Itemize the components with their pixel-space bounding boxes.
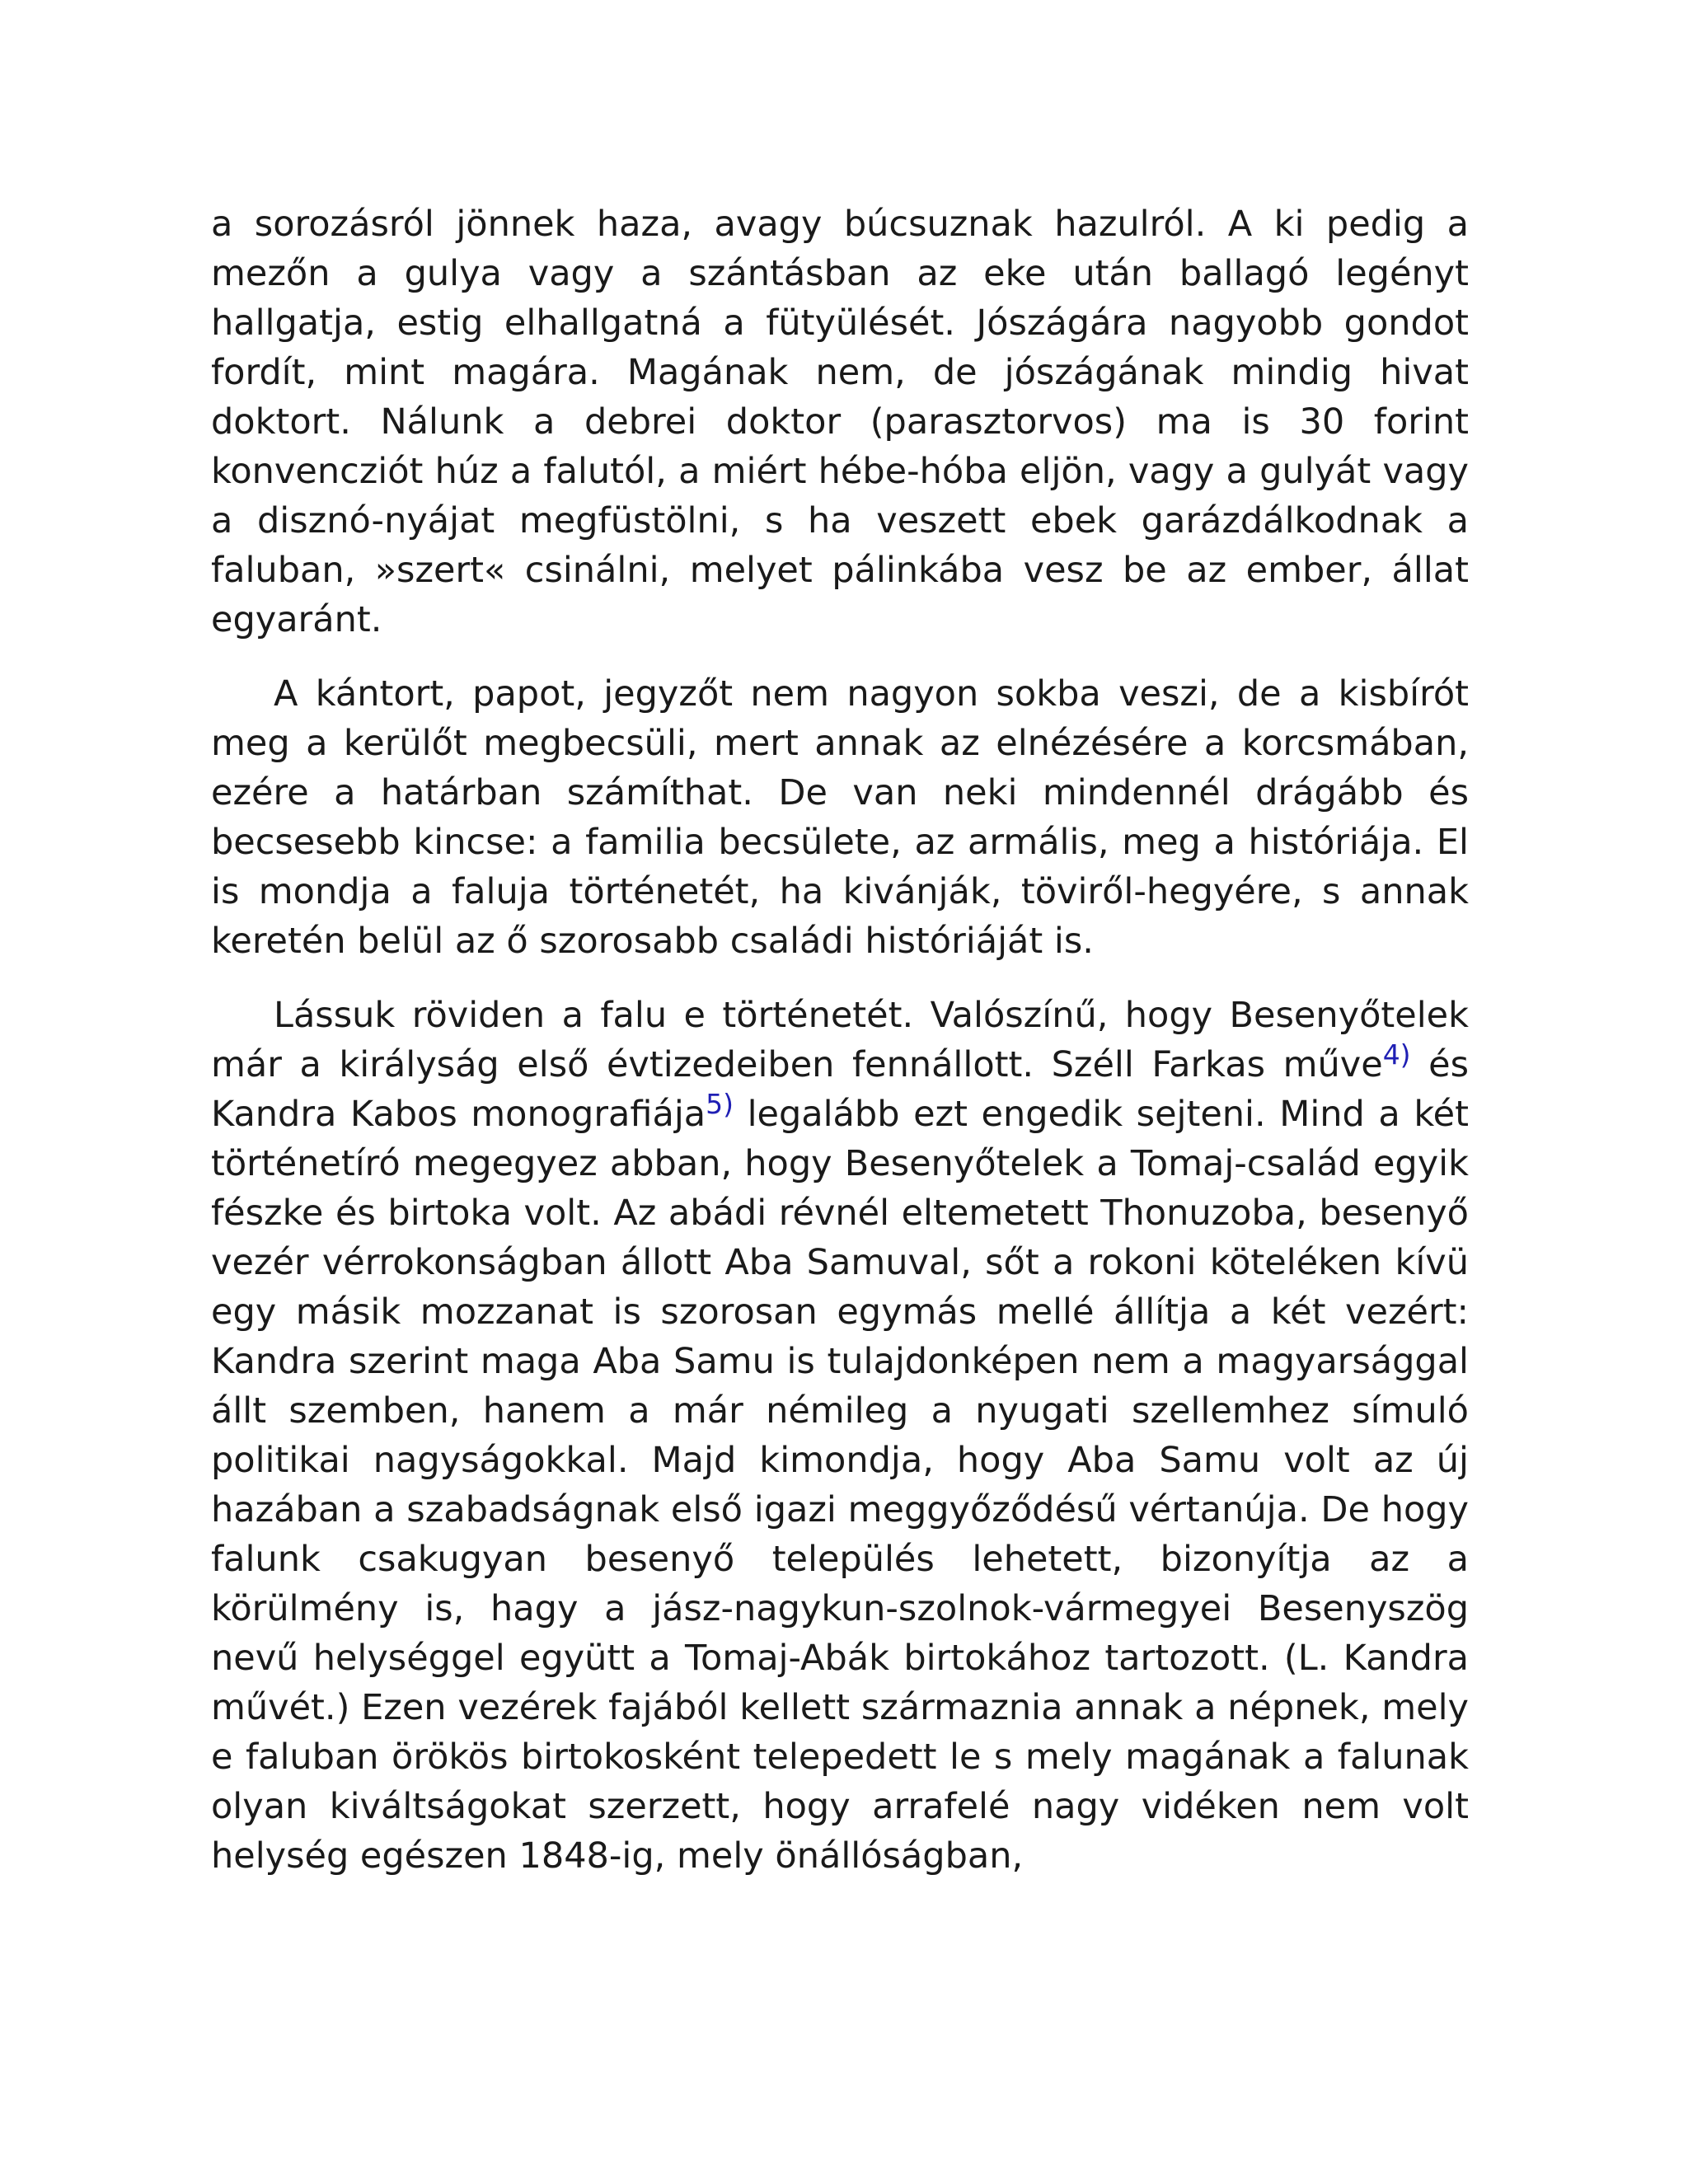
footnote-link-4[interactable]: 4) bbox=[1382, 1038, 1411, 1071]
paragraph-3-text-b: és Kandra Kabos monografiája bbox=[211, 1044, 1469, 1135]
document-page bbox=[211, 199, 1469, 1905]
paragraph-3-text-c: legalább ezt engedik sejteni. Mind a két történetíró megegyez abban, hogy Besenyőtelek a Tomaj-család egyik fészke és birtoka volt. Az abádi révnél eltemetett Thonuzoba, besenyő vezér vérrokonságban állott Aba Samuval, sőt a rokoni köteléken kívü egy másik mozzanat is szorosan egymás mellé állítja a két vezért: Kandra szerint maga Aba Samu is tulajdonképen nem a magyarsággal állt szemben, hanem a már némileg a nyugati szellemhez símuló politikai nagyságokkal. Majd kimondja, hogy Aba Samu volt az új hazában a szabadságnak első igazi meggyőződésű vértanúja. De hogy falunk csakugyan besenyő település lehetett, bizonyítja az a körülmény is, hagy a jász-nagykun-szolnok-vármegyei Besenyszög nevű helységgel együtt a Tomaj-Abák birtokához tartozott. (L. Kandra művét.) Ezen vezérek fajából kellett származnia annak a népnek, mely e faluban örökös birtokosként telepedett le s mely magának a falunak olyan kiváltságokat szerzett, hogy arrafelé nagy vidéken nem volt helység egészen 1848-ig, mely önállóságban, bbox=[211, 1094, 1469, 1877]
paragraph-2: A kántort, papot, jegyzőt nem nagyon sokba veszi, de a kisbírót meg a kerülőt megbecsüli, mert annak az elnézésére a korcsmában, ezére a határban számíthat. De van neki mindennél drágább és becsesebb kincse: a familia becsülete, az armális, meg a históriája. El is mondja a faluja történetét, ha kivánják, töviről-hegyére, s annak keretén belül az ő szorosabb családi históriáját is. bbox=[211, 673, 1469, 962]
paragraph-3 bbox=[211, 991, 1469, 1881]
paragraph-3-text-a: Lássuk röviden a falu e történetét. Valószínű, hogy Besenyőtelek már a királyság első évtizedeiben fennállott. Széll Farkas műve bbox=[211, 995, 1469, 1085]
footnote-link-5[interactable]: 5) bbox=[706, 1088, 734, 1120]
paragraph-1: a sorozásról jönnek haza, avagy búcsuznak hazulról. A ki pedig a mezőn a gulya vagy a szántásban az eke után ballagó legényt hallgatja, estig elhallgatná a fütyülését. Jószágára nagyobb gondot fordít, mint magára. Magának nem, de jószágának mindig hivat doktort. Nálunk a debrei doktor (parasztorvos) ma is 30 forint konvencziót húz a falutól, a miért hébe-hóba eljön, vagy a gulyát vagy a disznó-nyájat megfüstölni, s ha veszett ebek garázdálkodnak a faluban, »szert« csinálni, melyet pálinkába vesz be az ember, állat egyaránt. bbox=[211, 204, 1469, 640]
